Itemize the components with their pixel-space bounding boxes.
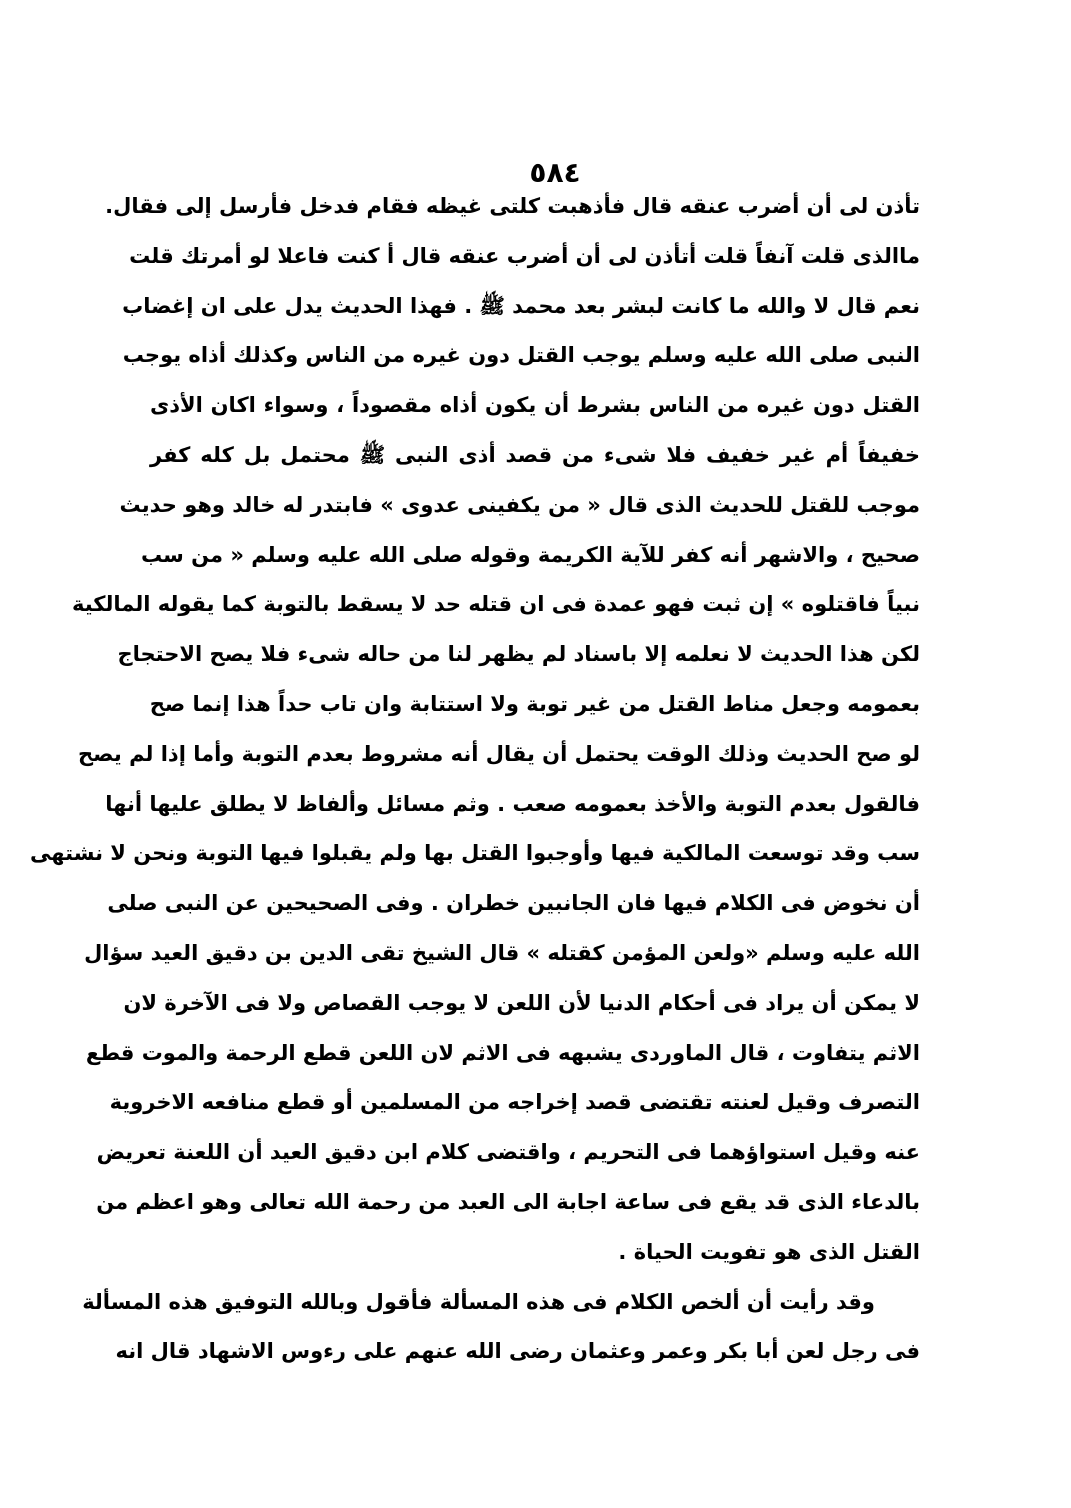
text-line: لو صح الحديث وذلك الوقت يحتمل أن يقال أنه مشروط بعدم التوبة وأما إذا لم يصح (78, 741, 920, 766)
text-line: فى رجل لعن أبا بكر وعمر وعثمان رضى الله عنهم على رءوس الاشهاد قال انه (115, 1339, 920, 1364)
paragraph-end-line: القتل الذى هو تفويت الحياة . (618, 1239, 920, 1264)
text-line: بالدعاء الذى قد يقع فى ساعة اجابة الى العبد من رحمة الله تعالى وهو اعظم من (96, 1189, 920, 1214)
text-line: لا يمكن أن يراد فى أحكام الدنيا لأن اللعن لا يوجب القصاص ولا فى الآخرة لان (123, 990, 920, 1015)
page-number: ٥٨٤ (529, 156, 581, 189)
text-line: القتل دون غيره من الناس بشرط أن يكون أذاه مقصوداً ، وسواء اكان الأذى (150, 393, 920, 418)
text-line: النبى صلى الله عليه وسلم يوجب القتل دون غيره من الناس وكذلك أذاه يوجب (122, 343, 920, 368)
text-line: ماالذى قلت آنفاً قلت أتأذن لى أن أضرب عنقه قال أ كنت فاعلا لو أمرتك قلت (129, 243, 920, 268)
text-line: التصرف وقيل لعنته تقتضى قصد إخراجه من المسلمين أو قطع منافعه الاخروية (109, 1090, 920, 1115)
text-line: لكن هذا الحديث لا نعلمه إلا باسناد لم يظهر لنا من حاله شىء فلا يصح الاحتجاج (117, 642, 920, 667)
text-line: صحيح ، والاشهر أنه كفر للآية الكريمة وقوله صلى الله عليه وسلم « من سب (140, 542, 920, 567)
paragraph-start-line: وقد رأيت أن ألخص الكلام فى هذه المسألة فأقول وبالله التوفيق هذه المسألة (82, 1289, 875, 1314)
text-line: تأذن لى أن أضرب عنقه قال فأذهبت كلتى غيظه فقام فدخل فأرسل إلى فقال. (105, 194, 920, 218)
text-line: موجب للقتل للحديث الذى قال « من يكفينى عدوى » فابتدر له خالد وهو حديث (119, 492, 920, 517)
text-line: سب وقد توسعت المالكية فيها وأوجبوا القتل بها ولم يقبلوا فيها التوبة ونحن لا نشتهى (30, 841, 920, 866)
text-line: نبياً فاقتلوه » إن ثبت فهو عمدة فى ان قتله حد لا يسقط بالتوبة كما يقوله المالكية (71, 592, 920, 617)
text-line: بعمومه وجعل مناط القتل من غير توبة ولا استتابة وان تاب حداً هذا إنما صح (149, 691, 920, 716)
text-line: أن نخوض فى الكلام فيها فان الجانبين خطران . وفى الصحيحين عن النبى صلى (107, 891, 920, 916)
text-line: خفيفاً أم غير خفيف فلا شىء من قصد أذى النبى ﷺ محتمل بل كله كفر (150, 442, 920, 467)
text-line: الاثم يتفاوت ، قال الماوردى يشبهه فى الاثم لان اللعن قطع الرحمة والموت قطع (85, 1040, 920, 1065)
body-text (30, 182, 920, 1377)
text-line: نعم قال لا والله ما كانت لبشر بعد محمد ﷺ . فهذا الحديث يدل على ان إغضاب (122, 293, 920, 318)
text-line: عنه وقيل استواؤهما فى التحريم ، واقتضى كلام ابن دقيق العيد أن اللعنة تعريض (96, 1140, 920, 1165)
text-line: فالقول بعدم التوبة والأخذ بعمومه صعب . وثم مسائل وألفاظ لا يطلق عليها أنها (105, 791, 920, 816)
text-line: الله عليه وسلم «ولعن المؤمن كقتله » قال الشيخ تقى الدين بن دقيق العيد سؤال (84, 940, 920, 965)
